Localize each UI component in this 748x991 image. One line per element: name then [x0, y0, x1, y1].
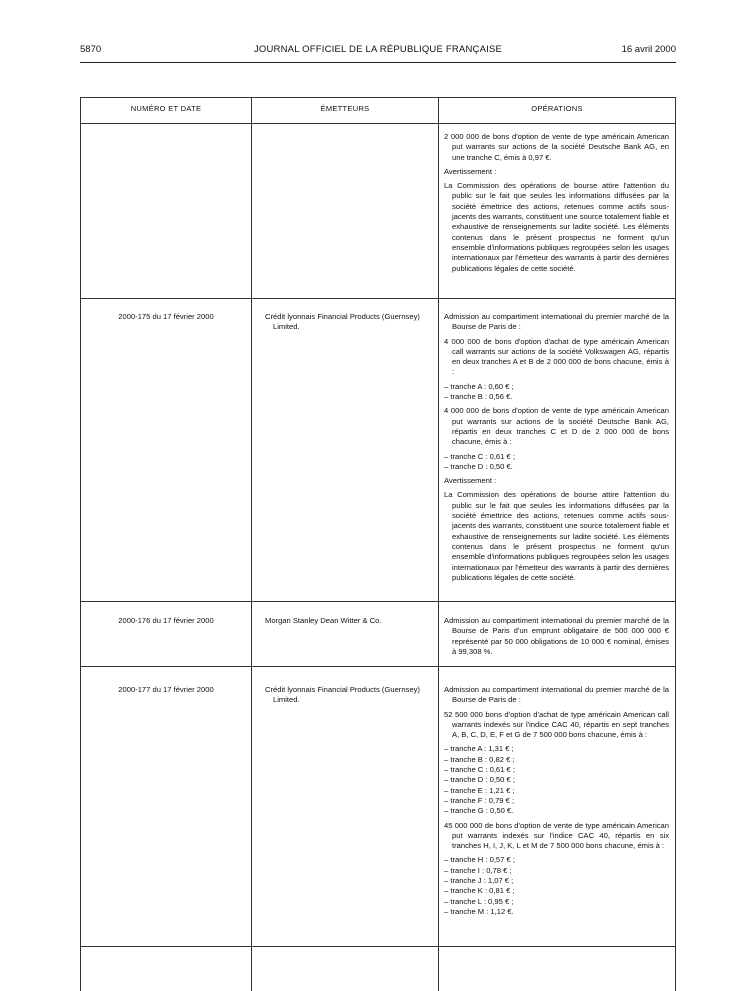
- operations-cell: [444, 132, 669, 278]
- column-divider: [251, 98, 252, 991]
- row-divider: [81, 298, 675, 299]
- list-item: – tranche F : 0,79 € ;: [444, 796, 669, 806]
- operation-paragraph: 45 000 000 de bons d'option de vente de type américain American put warrants indexés sur l'indice CAC 40, répartis en six tranches H, I, J, K, L et M de 7 500 000 bons chacune, émis à :: [444, 820, 669, 851]
- warning-paragraph: La Commission des opérations de bourse attire l'attention du public sur le fait que seules les informations diffusées par la société émettrice des actions, retenues comme actifs sous-jacents des warrants, constituent une source totalement fiable et exhaustive de renseignements sur ladite société. Les éléments contenus dans le présent prospectus ne forment qu'un ensemble d'informations publiques regroupées selon les usages internationaux par l'émetteur des warrants à partir des dernières publications légales de cette société.: [444, 181, 669, 273]
- row-divider: [81, 666, 675, 667]
- operations-cell: [444, 616, 669, 661]
- list-item: – tranche B : 0,56 €.: [444, 392, 669, 402]
- page-number: 5870: [80, 44, 102, 55]
- row-gap-mark: [453, 298, 493, 299]
- list-item: – tranche G : 0,50 €.: [444, 806, 669, 816]
- number-date-cell: 2000-177 du 17 février 2000: [118, 685, 214, 694]
- operation-paragraph: 2 000 000 de bons d'option de vente de type américain American put warrants sur actions de la société Deutsche Bank AG, en une tranche C, émis à 0,97 €.: [444, 132, 669, 162]
- list-item: – tranche I : 0,78 € ;: [444, 866, 669, 876]
- journal-title: JOURNAL OFFICIEL DE LA RÉPUBLIQUE FRANÇAISE: [253, 44, 503, 55]
- column-header-issuers: ÉMETTEURS: [320, 104, 370, 113]
- list-item: – tranche M : 1,12 €.: [444, 907, 669, 917]
- column-divider: [438, 98, 439, 991]
- operation-paragraph: Admission au compartiment international du premier marché de la Bourse de Paris de :: [444, 685, 669, 705]
- row-divider: [81, 601, 675, 602]
- tranche-list: [444, 744, 669, 816]
- list-item: – tranche J : 1,07 € ;: [444, 876, 669, 886]
- list-item: – tranche D : 0,50 €.: [444, 462, 669, 472]
- operations-cell: [444, 312, 669, 587]
- issuer-cell: Crédit lyonnais Financial Products (Guernsey) Limited.: [265, 312, 420, 332]
- number-date-cell: 2000-176 du 17 février 2000: [118, 616, 214, 625]
- operation-paragraph: 4 000 000 de bons d'option de vente de type américain American put warrants sur actions de la société Deutsche Bank AG, répartis en deux tranches C et D de 2 000 000 de bons chacune, émis à :: [444, 406, 669, 447]
- warning-heading: Avertissement :: [444, 476, 497, 486]
- operation-paragraph: 4 000 000 de bons d'option d'achat de type américain American call warrants sur actions de la société Volkswagen AG, répartis en deux tranches A et B de 2 000 000 de bons chacune, émis à :: [444, 336, 669, 377]
- page-header: [80, 44, 676, 58]
- list-item: – tranche D : 0,50 € ;: [444, 775, 669, 785]
- warning-heading: Avertissement :: [444, 166, 497, 176]
- issuer-cell: Morgan Stanley Dean Witter & Co.: [265, 616, 382, 625]
- warning-paragraph: La Commission des opérations de bourse attire l'attention du public sur le fait que seules les informations diffusées par la société émettrice des actions, retenues comme actifs sous-jacents des warrants, constituent une source totalement fiable et exhaustive de renseignements sur ladite société. Les éléments contenus dans le présent prospectus ne forment qu'un ensemble d'informations publiques regroupées selon les usages internationaux par l'émetteur des warrants à partir des dernières publications légales de cette société.: [444, 490, 669, 582]
- list-item: – tranche H : 0,57 € ;: [444, 855, 669, 865]
- tranche-list: [444, 855, 669, 917]
- operation-paragraph: Admission au compartiment international du premier marché de la Bourse de Paris de :: [444, 312, 669, 332]
- number-date-cell: 2000-175 du 17 février 2000: [118, 312, 214, 321]
- list-item: – tranche K : 0,81 € ;: [444, 886, 669, 896]
- list-item: – tranche L : 0,95 € ;: [444, 897, 669, 907]
- column-header-number-date: NUMÉRO ET DATE: [130, 104, 202, 113]
- list-item: – tranche E : 1,21 € ;: [444, 786, 669, 796]
- issue-date: 16 avril 2000: [621, 44, 676, 55]
- operations-cell: [444, 685, 669, 921]
- list-item: – tranche B : 0,82 € ;: [444, 755, 669, 765]
- header-divider: [81, 123, 675, 124]
- header-rule: [80, 62, 676, 63]
- list-item: – tranche C : 0,61 € ;: [444, 765, 669, 775]
- issuer-cell: Crédit lyonnais Financial Products (Guernsey) Limited.: [265, 685, 420, 705]
- list-item: – tranche C : 0,61 € ;: [444, 452, 669, 462]
- row-divider: [81, 946, 675, 947]
- operation-paragraph: Admission au compartiment international du premier marché de la Bourse de Paris d'un emprunt obligataire de 500 000 000 € représenté par 50 000 obligations de 10 000 € nominal, émises à 99,308 %.: [444, 616, 669, 656]
- column-header-operations: OPÉRATIONS: [531, 104, 583, 113]
- list-item: – tranche A : 0,60 € ;: [444, 382, 669, 392]
- tranche-list: [444, 382, 669, 403]
- operation-paragraph: 52 500 000 bons d'option d'achat de type américain American call warrants indexés sur l'indice CAC 40, répartis en sept tranches A, B, C, D, E, F et G de 7 500 000 bons chacune, émis à :: [444, 709, 669, 740]
- operations-table: [80, 97, 676, 991]
- tranche-list: [444, 452, 669, 473]
- list-item: – tranche A : 1,31 € ;: [444, 744, 669, 754]
